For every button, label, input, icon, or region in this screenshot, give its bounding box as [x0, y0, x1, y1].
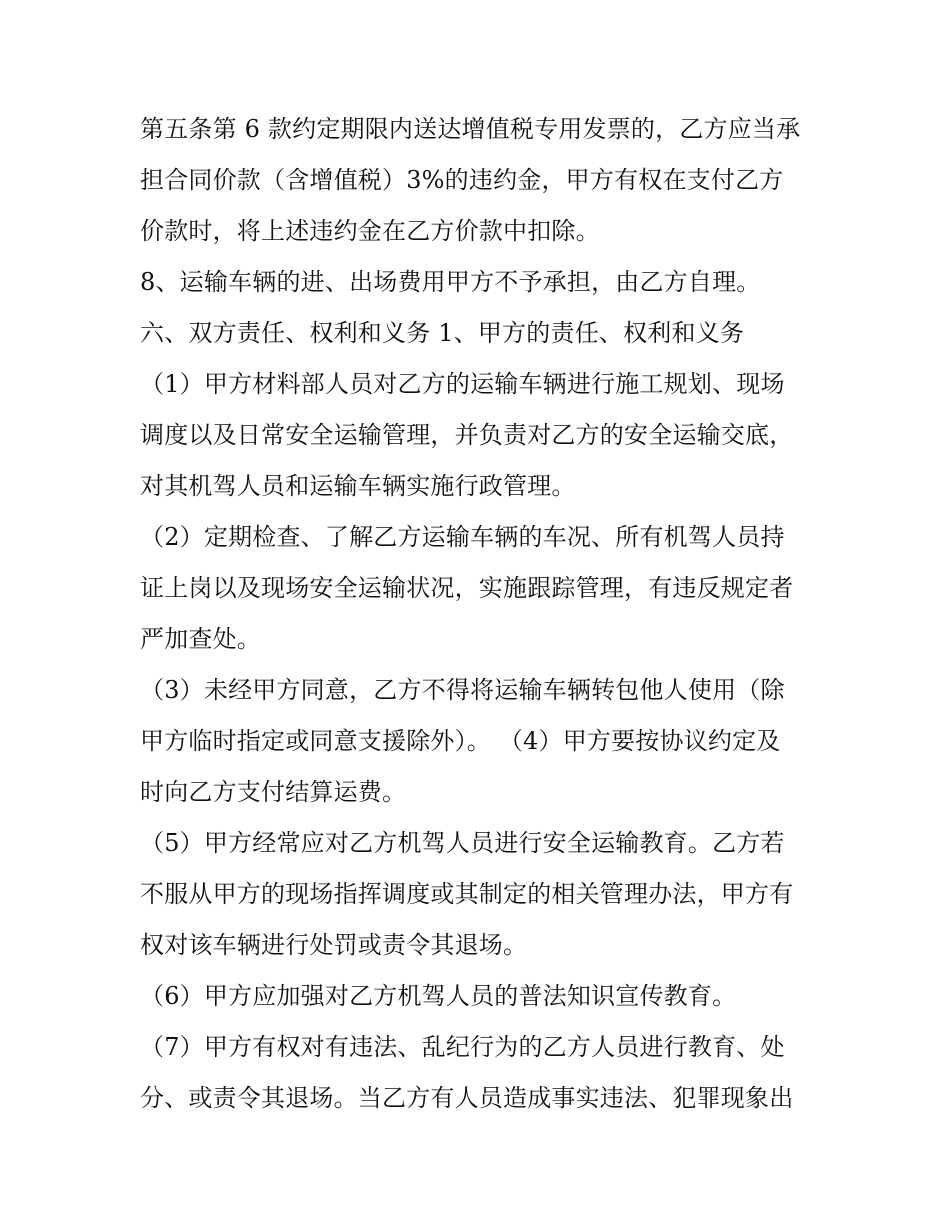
text-line-5: 六、双方责任、权利和义务 1、甲方的责任、权利和义务 — [140, 319, 745, 347]
text-line-16: 不服从甲方的现场指挥调度或其制定的相关管理办法，甲方有 — [140, 880, 794, 908]
text-line-6: （1）甲方材料部人员对乙方的运输车辆进行施工规划、现场 — [140, 370, 785, 398]
text-line-7: 调度以及日常安全运输管理，并负责对乙方的安全运输交底， — [140, 421, 794, 449]
document-body — [140, 104, 820, 1124]
text-line-14: 时向乙方支付结算运费。 — [140, 778, 407, 806]
text-line-12: （3）未经甲方同意，乙方不得将运输车辆转包他人使用（除 — [140, 676, 785, 704]
text-line-1: 第五条第 6 款约定期限内送达增值税专用发票的，乙方应当承 — [140, 115, 801, 143]
text-line-18: （6）甲方应加强对乙方机驾人员的普法知识宣传教育。 — [140, 982, 737, 1010]
text-line-17: 权对该车辆进行处罚或责令其退场。 — [140, 931, 528, 959]
text-line-3: 价款时，将上述违约金在乙方价款中扣除。 — [140, 217, 600, 245]
text-line-2: 担合同价款（含增值税）3%的违约金，甲方有权在支付乙方 — [140, 166, 784, 194]
text-line-13: 甲方临时指定或同意支援除外）。 （4）甲方要按协议约定及 — [140, 727, 781, 755]
text-line-8: 对其机驾人员和运输车辆实施行政管理。 — [140, 472, 576, 500]
text-line-9: （2）定期检查、了解乙方运输车辆的车况、所有机驾人员持 — [140, 523, 785, 551]
text-line-11: 严加查处。 — [140, 625, 261, 653]
text-line-10: 证上岗以及现场安全运输状况，实施跟踪管理，有违反规定者 — [140, 574, 794, 602]
text-line-15: （5）甲方经常应对乙方机驾人员进行安全运输教育。乙方若 — [140, 829, 785, 857]
text-line-20: 分、或责令其退场。当乙方有人员造成事实违法、犯罪现象出 — [140, 1084, 794, 1112]
text-line-4: 8、运输车辆的进、出场费用甲方不予承担，由乙方自理。 — [140, 268, 761, 296]
text-line-19: （7）甲方有权对有违法、乱纪行为的乙方人员进行教育、处 — [140, 1033, 785, 1061]
